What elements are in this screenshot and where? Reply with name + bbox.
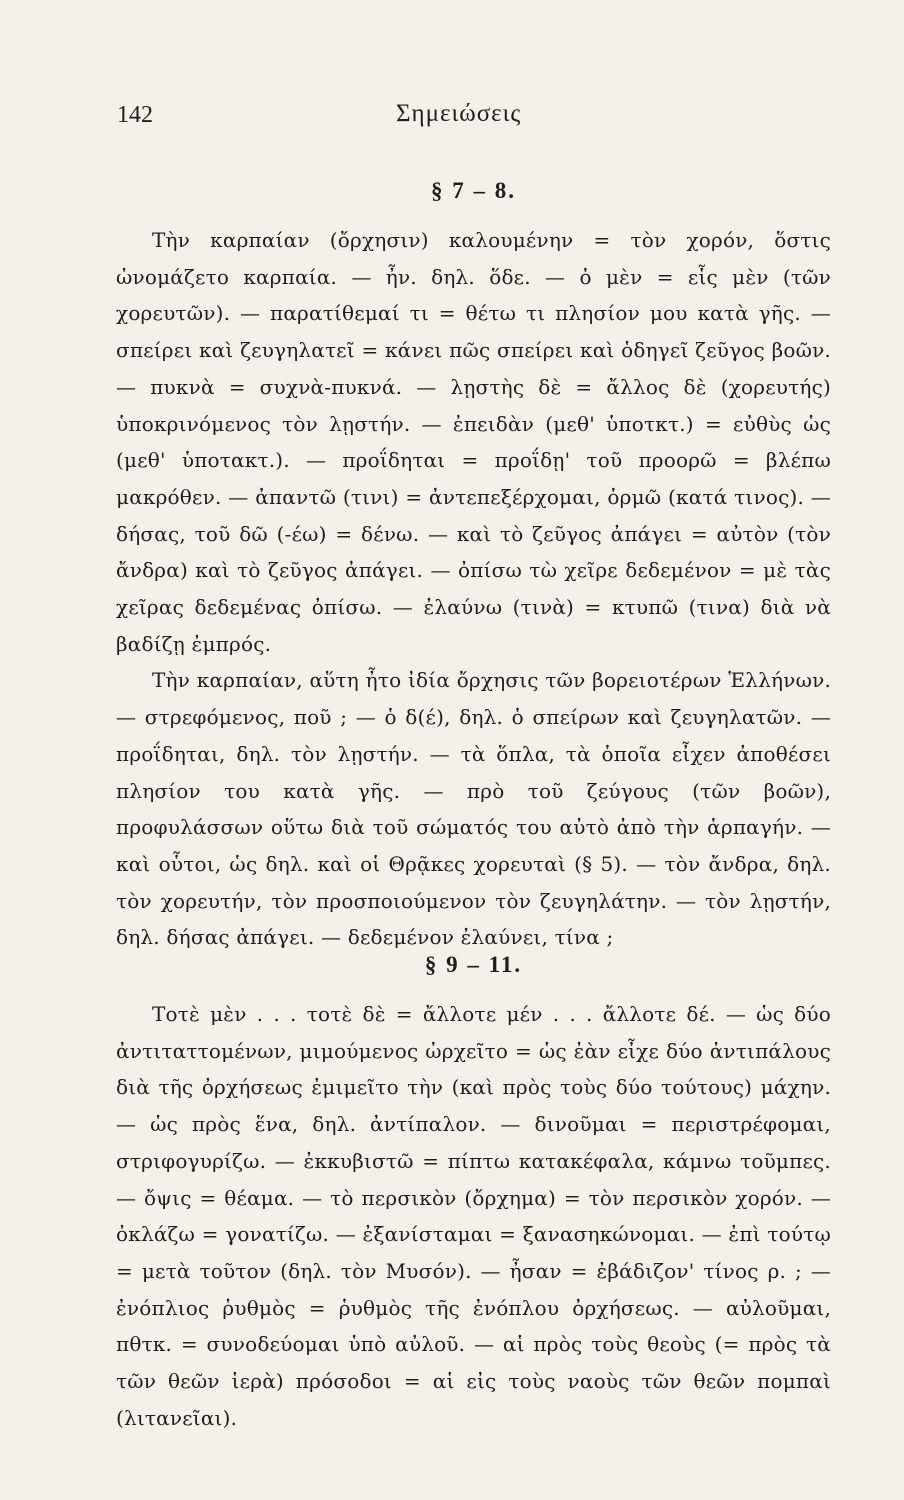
paragraph: Τὴν καρπαίαν, αὕτη ἦτο ἰδία ὄρχησις τῶν βορειοτέρων Ἑλλήνων. — στρεφόμενος, ποῦ ; — ὁ δ(έ), δηλ. ὁ σπείρων καὶ ζευγηλατῶν. — προΐδηται, δηλ. τὸν λῃστήν. — τὰ ὅπλα, τὰ ὁποῖα εἶχεν ἀποθέσει πλησίον του κατὰ γῆς. — πρὸ τοῦ ζεύγους (τῶν βοῶν), προφυλάσσων οὕτω διὰ τοῦ σώματός του αὐτὸ ἀπὸ τὴν ἁρπαγήν. — καὶ οὗτοι, ὡς δηλ. καὶ οἱ Θρᾷκες χορευταὶ (§ 5). — τὸν ἄνδρα, δηλ. τὸν χορευτήν, τὸν προσποιούμενον τὸν ζευγηλάτην. — τὸν λῃστήν, δηλ. δήσας ἀπάγει. — δεδεμένον ἐλαύνει, τίνα ; xyxy=(116,668,831,950)
running-title: Σημειώσεις xyxy=(396,100,522,127)
section-7-8-body xyxy=(116,222,831,956)
page-number: 142 xyxy=(117,102,153,128)
section-7-8-heading-wrap xyxy=(116,178,831,204)
section-heading: § 9 – 11. xyxy=(424,952,523,977)
paragraph: Τοτὲ μὲν . . . τοτὲ δὲ = ἄλλοτε μέν . . . ἄλλοτε δέ. — ὡς δύο ἀντιταττομένων, μιμούμενος ὠρχεῖτο = ὡς ἐὰν εἶχε δύο ἀντιπάλους διὰ τῆς ὀρχήσεως ἐμιμεῖτο τὴν (καὶ πρὸς τοὺς δύο τούτους) μάχην. — ὡς πρὸς ἕνα, δηλ. ἀντίπαλον. — δινοῦμαι = περιστρέφομαι, στριφογυρίζω. — ἐκκυβιστῶ = πίπτω κατακέφαλα, κάμνω τοῦμπες. — ὄψις = θέαμα. — τὸ περσικὸν (ὄρχημα) = τὸν περσικὸν χορόν. — ὀκλάζω = γονατίζω. — ἐξανίσταμαι = ξανασηκώνομαι. — ἐπὶ τούτῳ = μετὰ τοῦτον (δηλ. τὸν Μυσόν). — ἦσαν = ἐβάδιζον' τίνος ρ. ; — ἐνόπλιος ῥυθμὸς = ῥυθμὸς τῆς ἐνόπλου ὀρχήσεως. — αὐλοῦμαι, πθτκ. = συνοδεύομαι ὑπὸ αὐλοῦ. — αἱ πρὸς τοὺς θεοὺς (= πρὸς τὰ τῶν θεῶν ἱερὰ) πρόσοδοι = αἱ εἰς τοὺς ναοὺς τῶν θεῶν πομπαὶ (λιτανεῖαι). xyxy=(116,1002,831,1430)
section-9-11-heading-wrap xyxy=(116,952,831,978)
section-heading: § 7 – 8. xyxy=(431,178,516,203)
running-header xyxy=(0,100,904,140)
paragraph: Τὴν καρπαίαν (ὄρχησιν) καλουμένην = τὸν χορόν, ὅστις ὠνομάζετο καρπαία. — ἦν. δηλ. ὅδε. — ὁ μὲν = εἷς μὲν (τῶν χορευτῶν). — παρατίθεμαί τι = θέτω τι πλησίον μου κατὰ γῆς. — σπείρει καὶ ζευγηλατεῖ = κάνει πῶς σπείρει καὶ ὁδηγεῖ ζεῦγος βοῶν. — πυκνὰ = συχνὰ-πυκνά. — λῃστὴς δὲ = ἄλλος δὲ (χορευτής) ὑποκρινόμενος τὸν λῃστήν. — ἐπειδὰν (μεθ' ὑποτκτ.) = εὐθὺς ὡς (μεθ' ὑποτακτ.). — προΐδηται = προΐδῃ' τοῦ προορῶ = βλέπω μακρόθεν. — ἀπαντῶ (τινι) = ἀντεπεξέρχομαι, ὁρμῶ (κατά τινος). — δήσας, τοῦ δῶ (-έω) = δένω. — καὶ τὸ ζεῦγος ἀπάγει = αὐτὸν (τὸν ἄνδρα) καὶ τὸ ζεῦγος ἀπάγει. — ὀπίσω τὼ χεῖρε δεδεμένον = μὲ τὰς χεῖρας δεδεμένας ὀπίσω. — ἐλαύνω (τινὰ) = κτυπῶ (τινα) διὰ νὰ βαδίζῃ ἐμπρός. xyxy=(116,228,831,656)
section-9-11-body xyxy=(116,996,831,1436)
